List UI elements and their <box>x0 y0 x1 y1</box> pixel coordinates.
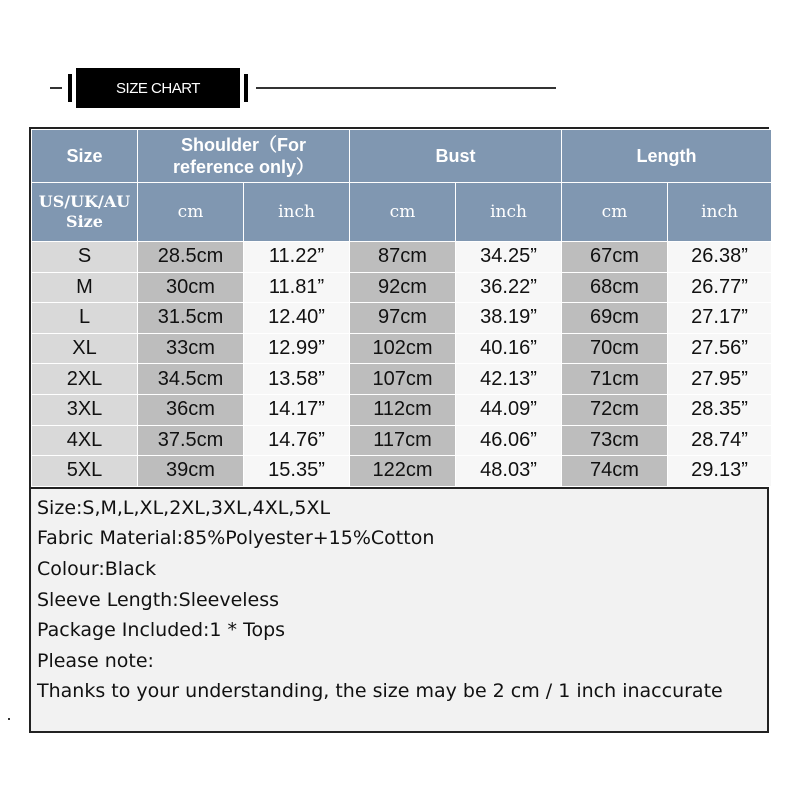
banner-divider-right <box>256 87 556 89</box>
measurement-cell: 102cm <box>350 333 456 364</box>
banner-tag-cap-left <box>68 74 72 102</box>
measurement-cell: 39cm <box>138 456 244 487</box>
table-row <box>32 394 772 425</box>
measurement-cell: 13.58” <box>244 364 350 395</box>
measurement-cell: 26.77” <box>668 272 772 303</box>
measurement-cell: 68cm <box>562 272 668 303</box>
measurement-cell: 48.03” <box>456 456 562 487</box>
measurement-cell: 72cm <box>562 394 668 425</box>
measurement-cell: 29.13” <box>668 456 772 487</box>
measurement-cell: 28.74” <box>668 425 772 456</box>
spec-line: Size:S,M,L,XL,2XL,3XL,4XL,5XL <box>37 496 331 519</box>
measurement-cell: 28.5cm <box>138 242 244 273</box>
banner-title: SIZE CHART <box>76 68 240 108</box>
measurement-cell: 11.22” <box>244 242 350 273</box>
measurement-cell: 14.76” <box>244 425 350 456</box>
header-shoulder: Shoulder（For reference only） <box>138 130 350 183</box>
measurement-cell: 12.99” <box>244 333 350 364</box>
measurement-cell: 87cm <box>350 242 456 273</box>
measurement-cell: 44.09” <box>456 394 562 425</box>
spec-line: Fabric Material:85%Polyester+15%Cotton <box>37 527 435 550</box>
size-label-cell: S <box>32 242 138 273</box>
header-length: Length <box>562 130 772 183</box>
subheader-unit: cm <box>350 183 456 242</box>
measurement-cell: 46.06” <box>456 425 562 456</box>
measurement-cell: 97cm <box>350 303 456 334</box>
product-specs <box>31 487 767 707</box>
table-row <box>32 272 772 303</box>
table-row <box>32 456 772 487</box>
table-row <box>32 425 772 456</box>
subheader-unit: cm <box>138 183 244 242</box>
measurement-cell: 69cm <box>562 303 668 334</box>
size-label-cell: M <box>32 272 138 303</box>
table-row <box>32 303 772 334</box>
measurement-cell: 38.19” <box>456 303 562 334</box>
measurement-cell: 107cm <box>350 364 456 395</box>
size-label-cell: 4XL <box>32 425 138 456</box>
stray-dot <box>8 718 10 720</box>
measurement-cell: 92cm <box>350 272 456 303</box>
table-body <box>32 242 772 487</box>
subheader-unit: inch <box>456 183 562 242</box>
measurement-cell: 27.17” <box>668 303 772 334</box>
measurement-cell: 26.38” <box>668 242 772 273</box>
measurement-cell: 71cm <box>562 364 668 395</box>
measurement-cell: 67cm <box>562 242 668 273</box>
size-chart-panel <box>29 127 769 733</box>
measurement-cell: 42.13” <box>456 364 562 395</box>
table-row <box>32 242 772 273</box>
subheader-unit: cm <box>562 183 668 242</box>
measurement-cell: 36.22” <box>456 272 562 303</box>
measurement-cell: 27.95” <box>668 364 772 395</box>
size-label-cell: 5XL <box>32 456 138 487</box>
measurement-cell: 30cm <box>138 272 244 303</box>
measurement-cell: 15.35” <box>244 456 350 487</box>
measurement-cell: 11.81” <box>244 272 350 303</box>
table-row <box>32 364 772 395</box>
measurement-cell: 27.56” <box>668 333 772 364</box>
banner-tag-cap-right <box>244 74 248 102</box>
table-row <box>32 333 772 364</box>
measurement-cell: 73cm <box>562 425 668 456</box>
measurement-cell: 70cm <box>562 333 668 364</box>
measurement-cell: 112cm <box>350 394 456 425</box>
measurement-cell: 74cm <box>562 456 668 487</box>
measurement-cell: 37.5cm <box>138 425 244 456</box>
size-label-cell: XL <box>32 333 138 364</box>
measurement-cell: 122cm <box>350 456 456 487</box>
spec-line: Package Included:1 * Tops <box>37 619 286 642</box>
size-label-cell: L <box>32 303 138 334</box>
spec-line: Sleeve Length:Sleeveless <box>37 588 280 611</box>
subheader-region-size: US/UK/AU Size <box>32 183 138 242</box>
spec-line: Please note: <box>37 649 154 672</box>
measurement-cell: 40.16” <box>456 333 562 364</box>
measurement-cell: 33cm <box>138 333 244 364</box>
measurement-cell: 14.17” <box>244 394 350 425</box>
measurement-cell: 34.5cm <box>138 364 244 395</box>
subheader-unit: inch <box>244 183 350 242</box>
measurement-cell: 117cm <box>350 425 456 456</box>
measurement-cell: 28.35” <box>668 394 772 425</box>
measurement-cell: 12.40” <box>244 303 350 334</box>
banner-tag <box>68 68 248 108</box>
table-subheader-row <box>32 183 772 242</box>
measurement-cell: 31.5cm <box>138 303 244 334</box>
header-bust: Bust <box>350 130 562 183</box>
measurement-cell: 34.25” <box>456 242 562 273</box>
measurement-cell: 36cm <box>138 394 244 425</box>
subheader-unit: inch <box>668 183 772 242</box>
size-table <box>31 129 772 487</box>
spec-line: Colour:Black <box>37 557 157 580</box>
size-chart-banner <box>0 62 800 112</box>
spec-line: Thanks to your understanding, the size may be 2 cm / 1 inch inaccurate <box>37 680 723 703</box>
size-label-cell: 2XL <box>32 364 138 395</box>
size-label-cell: 3XL <box>32 394 138 425</box>
table-header-row <box>32 130 772 183</box>
header-size: Size <box>32 130 138 183</box>
banner-divider-left <box>50 87 62 89</box>
